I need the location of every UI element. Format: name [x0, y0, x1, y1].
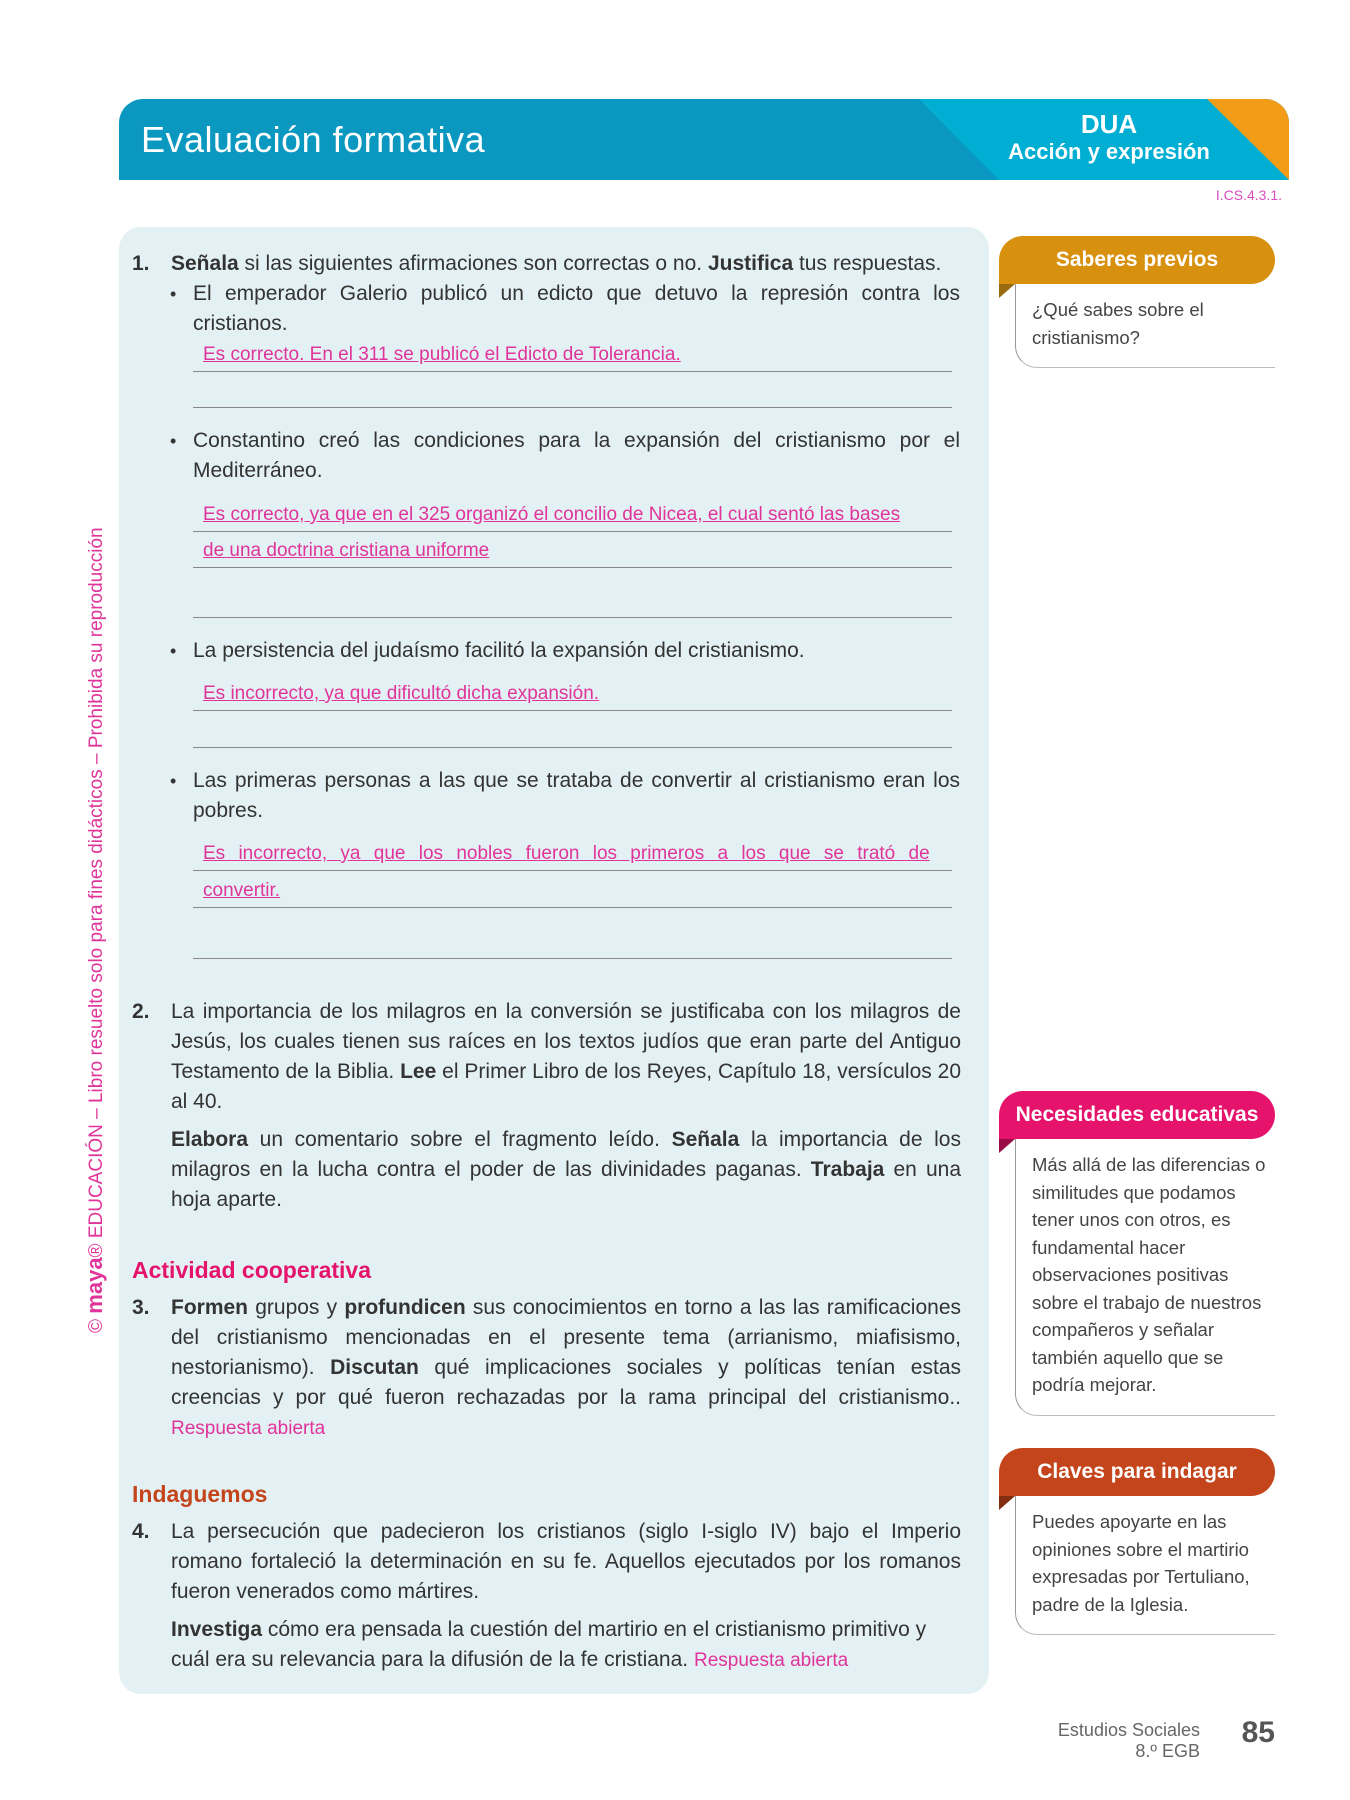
header-orange-corner: [1207, 99, 1289, 180]
statement: El emperador Galerio publicó un edicto que detuvo la represión contra los cristianos.: [193, 282, 960, 335]
q2-instructions: Elabora un comentario sobre el fragmento leído. Señala la importancia de los milagros en la lucha contra el poder de las divinidades paganas. Trabaja en una hoja aparte.: [171, 1128, 961, 1211]
answer-line: Es incorrecto, ya que los nobles fueron los primeros a los que se trató de: [193, 839, 952, 871]
bullet: •: [170, 431, 177, 451]
blank-line: [193, 617, 952, 618]
fold-decoration: [999, 284, 1015, 298]
answer-text: Respuesta abierta: [693, 1650, 849, 1671]
section-header: [119, 99, 1289, 180]
page-number: 85: [1241, 1716, 1275, 1749]
page-title: Evaluación formativa: [141, 119, 486, 160]
grade: 8.º EGB: [1135, 1741, 1200, 1761]
box-title: Claves para indagar: [999, 1448, 1275, 1496]
box-body: ¿Qué sabes sobre el cristianismo?: [1015, 284, 1275, 368]
statement: Las primeras personas a las que se trataba de convertir al cristianismo eran los pobres.: [193, 769, 960, 822]
section-title-cooperativa: Actividad cooperativa: [132, 1257, 372, 1283]
answer-text: Respuesta abierta: [171, 1418, 326, 1439]
dua-subtitle: Acción y expresión: [1008, 139, 1210, 164]
bullet: •: [170, 771, 177, 791]
necesidades-educativas-box: [999, 1091, 1275, 1416]
section-title-indaguemos: Indaguemos: [132, 1481, 268, 1507]
q2-paragraph: La importancia de los milagros en la conversión se justificaba con los milagros de Jesús, los cuales tienen sus raíces en los textos judíos que eran parte del Antiguo Testamento de la Biblia. Lee el Primer Libro de los Reyes, Capítulo 18, versículos 20 al 40.: [171, 1000, 962, 1113]
q3-paragraph: Formen grupos y profundicen sus conocimientos en torno a las las ramificaciones del cristianismo mencionadas en el presente tema (arrianismo, miafisismo, nestorianismo). Discutan qué implicaciones sociales y políticas tenían estas creencias y por qué fueron rechazadas por la rama principal del cristianismo.. Respuesta abierta: [171, 1296, 961, 1439]
q4-instructions: Investiga cómo era pensada la cuestión del martirio en el cristianismo primitivo y cuál era su relevancia para la difusión de la fe cristiana. Respuesta abierta: [171, 1618, 927, 1671]
fold-decoration: [999, 1496, 1015, 1510]
box-title: Necesidades educativas: [999, 1091, 1275, 1139]
fold-decoration: [999, 1139, 1015, 1153]
statement: La persistencia del judaísmo facilitó la expansión del cristianismo.: [193, 639, 805, 662]
saberes-previos-box: [999, 236, 1275, 368]
indicator-code: I.CS.4.3.1.: [1215, 187, 1282, 203]
q1-number: 1.: [132, 252, 150, 275]
answer-line: Es correcto. En el 311 se publicó el Edicto de Tolerancia.: [193, 340, 952, 372]
box-body: Puedes apoyarte en las opiniones sobre el martirio expresadas por Tertuliano, padre de la Iglesia.: [1015, 1496, 1275, 1635]
q4-number: 4.: [132, 1520, 150, 1543]
blank-line: [193, 747, 952, 748]
brand-logo: maya: [82, 1257, 107, 1314]
blank-line: [193, 407, 952, 408]
answer-line: de una doctrina cristiana uniforme: [193, 536, 952, 568]
bullet: •: [170, 284, 177, 304]
answer-line: convertir.: [193, 876, 952, 908]
q3-number: 3.: [132, 1296, 150, 1319]
dua-title: DUA: [1080, 109, 1138, 139]
subject: Estudios Sociales: [1057, 1720, 1200, 1740]
box-title: Saberes previos: [999, 236, 1275, 284]
answer-line: Es correcto, ya que en el 325 organizó el concilio de Nicea, el cual sentó las bases: [193, 500, 952, 532]
notice-text: EDUCACIÓN – Libro resuelto solo para fines didácticos – Prohibida su reproducción: [86, 527, 107, 1239]
q1-prompt: Señala si las siguientes afirmaciones son correctas o no. Justifica tus respuestas.: [171, 252, 942, 275]
statement: Constantino creó las condiciones para la expansión del cristianismo por el Mediterráneo.: [193, 429, 960, 482]
dua-label: [999, 109, 1219, 165]
answer-line: Es incorrecto, ya que dificultó dicha expansión.: [193, 679, 952, 711]
box-body: Más allá de las diferencias o similitudes que podamos tener unos con otros, es fundamental hacer observaciones positivas sobre el trabajo de nuestros compañeros y señalar también aquello que se podría mejorar.: [1015, 1139, 1275, 1416]
footer-subject: [1058, 1720, 1200, 1762]
bullet: •: [170, 641, 177, 661]
header-decoration: [919, 99, 999, 180]
q4-paragraph: La persecución que padecieron los cristianos (siglo I-siglo IV) bajo el Imperio romano fortaleció la determinación en su fe. Aquellos ejecutados por los romanos fueron venerados como mártires.: [171, 1520, 961, 1603]
claves-para-indagar-box: [999, 1448, 1275, 1635]
blank-line: [193, 958, 952, 959]
copyright-notice: © maya® EDUCACIÓN – Libro resuelto solo para fines didácticos – Prohibida su reproducción: [82, 527, 107, 1333]
q2-number: 2.: [132, 1000, 150, 1023]
